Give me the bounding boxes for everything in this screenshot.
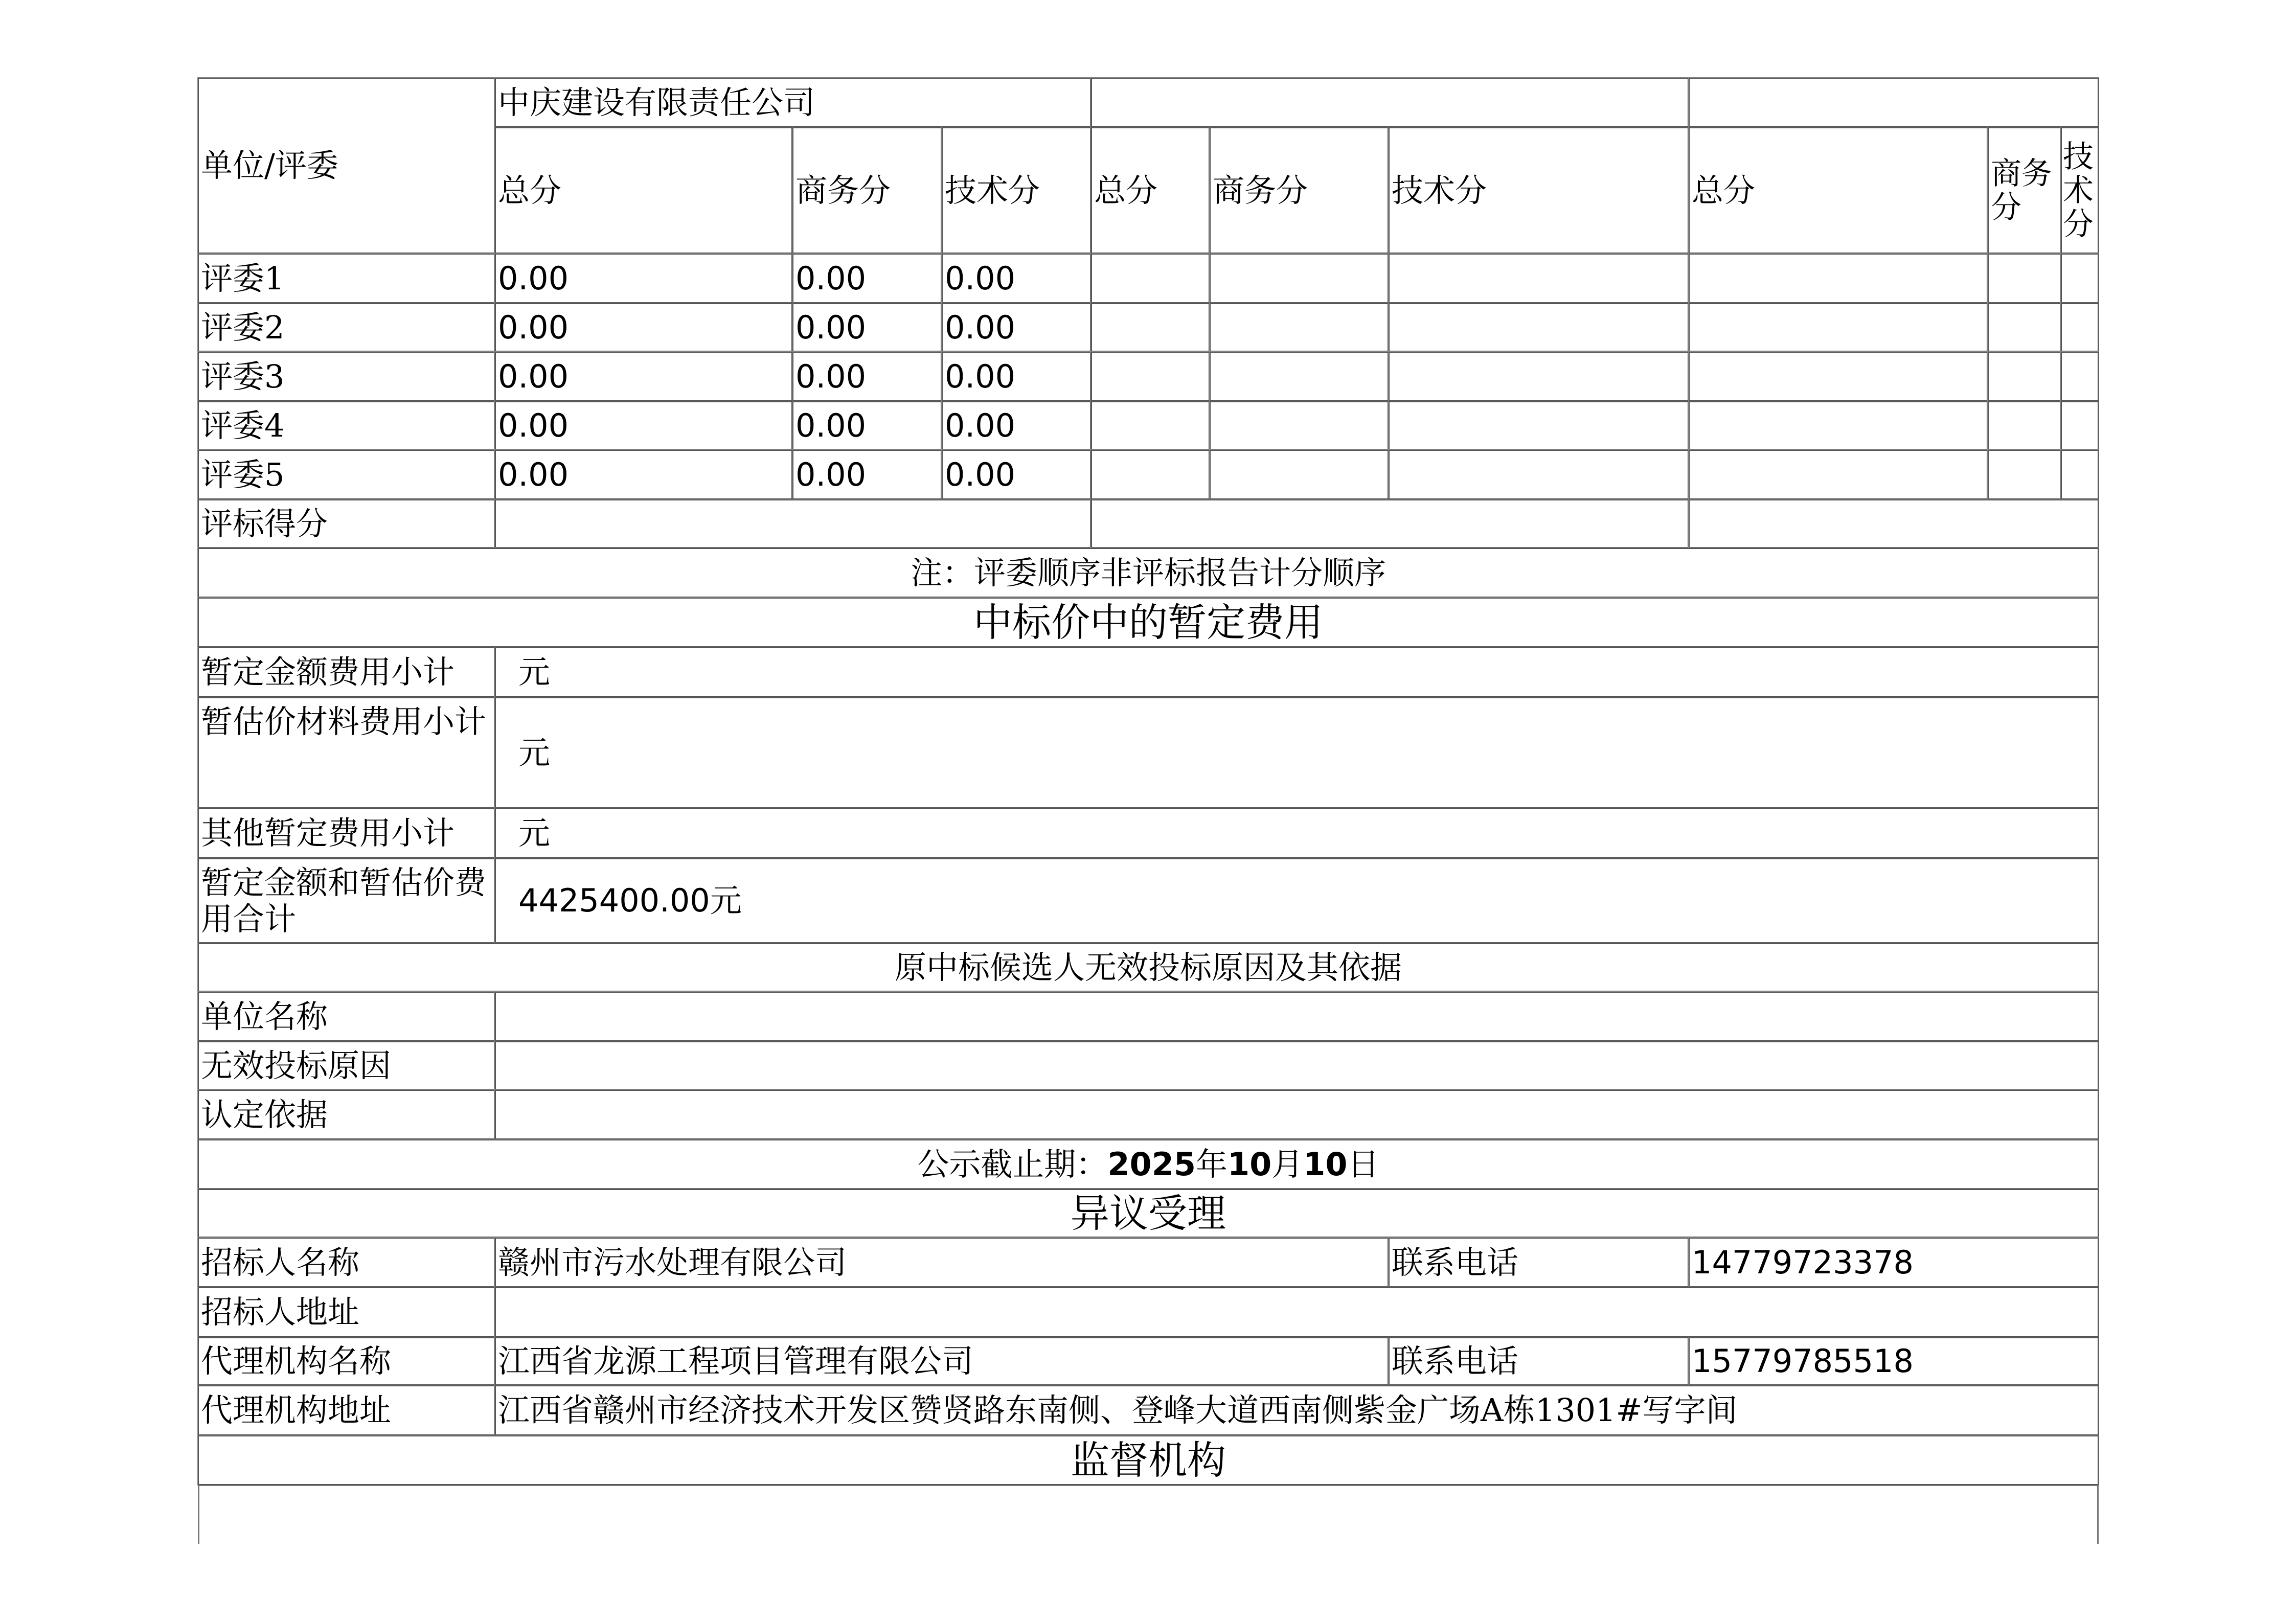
objection-title: 异议受理 <box>1071 1190 1226 1236</box>
score-value: 0.00 <box>945 308 1016 346</box>
score-cell <box>495 254 792 303</box>
provisional-fees-title-row <box>198 598 2099 647</box>
agency-address-cell <box>495 1385 2099 1435</box>
empty-score-cell <box>1689 303 1988 352</box>
deadline-day: 10 <box>1303 1145 1348 1183</box>
score-cell <box>495 352 792 401</box>
empty-score-cell <box>1389 450 1689 499</box>
provisional-fees-title: 中标价中的暂定费用 <box>973 599 1323 645</box>
total-label: 总分 <box>1692 171 1756 209</box>
empty-score-cell <box>1689 450 1988 499</box>
total-label: 总分 <box>498 171 562 209</box>
judge-label: 评委1 <box>201 259 285 297</box>
empty-score-cell <box>1389 303 1689 352</box>
fee-value: 元 <box>518 814 551 852</box>
empty-score-cell <box>1389 352 1689 401</box>
judge-label-cell <box>198 303 495 352</box>
score-value: 0.00 <box>945 357 1016 395</box>
invalid-label-cell <box>198 992 495 1041</box>
fee-total-value-cell <box>495 858 2099 943</box>
score-cell <box>942 303 1091 352</box>
final-score-label: 评标得分 <box>201 505 328 542</box>
agency-phone-cell <box>1689 1337 2099 1385</box>
score-cell <box>942 352 1091 401</box>
score-value: 0.00 <box>795 357 867 395</box>
agency-address: 江西省赣州市经济技术开发区赞贤路东南侧、登峰大道西南侧紫金广场A栋1301#写字间 <box>498 1391 1738 1429</box>
empty-score-cell <box>1389 401 1689 450</box>
company-1-name: 中庆建设有限责任公司 <box>498 83 815 121</box>
score-cell <box>495 450 792 499</box>
tenderer-name: 赣州市污水处理有限公司 <box>498 1243 847 1281</box>
empty-score-cell <box>1988 450 2061 499</box>
fee-total-value: 4425400.00元 <box>518 882 742 920</box>
supervision-title: 监督机构 <box>1071 1437 1226 1483</box>
empty-score-cell <box>1689 352 1988 401</box>
invalid-label: 认定依据 <box>201 1095 328 1133</box>
empty-score-cell <box>1210 254 1389 303</box>
score-value: 0.00 <box>498 259 569 297</box>
judge-label-cell <box>198 450 495 499</box>
deadline-label: 公示截止期： <box>917 1145 1108 1183</box>
invalid-label-cell <box>198 1090 495 1139</box>
tenderer-name-cell <box>495 1238 1389 1287</box>
deadline-row <box>198 1139 2099 1189</box>
score-cell <box>495 303 792 352</box>
empty-score-cell <box>1389 254 1689 303</box>
empty-score-cell <box>1988 254 2061 303</box>
fee-label: 暂定金额和暂估价费用合计 <box>201 863 487 938</box>
empty-score-cell <box>2061 401 2099 450</box>
empty-score-cell <box>1210 303 1389 352</box>
c2-technical-header <box>1389 127 1689 254</box>
score-value: 0.00 <box>498 308 569 346</box>
tenderer-address-label-cell <box>198 1287 495 1337</box>
empty-score-cell <box>1210 352 1389 401</box>
fee-value: 元 <box>518 734 551 771</box>
judge-label-cell <box>198 254 495 303</box>
empty-score-cell <box>1210 401 1389 450</box>
score-cell <box>942 401 1091 450</box>
fee-value-cell <box>495 697 2099 808</box>
agency-address-label: 代理机构地址 <box>201 1391 392 1429</box>
company-1-header <box>495 78 1091 127</box>
fee-label: 暂估价材料费用小计 <box>201 703 487 740</box>
technical-label: 技术分 <box>945 171 1040 209</box>
company-2-header <box>1091 78 1689 127</box>
invalid-value-cell <box>495 1041 2099 1090</box>
agency-name-label-cell <box>198 1337 495 1385</box>
tenderer-name-label-cell <box>198 1238 495 1287</box>
tenderer-name-label: 招标人名称 <box>201 1243 360 1281</box>
final-score-label-cell <box>198 499 495 548</box>
c3-total-header <box>1689 127 1988 254</box>
note-text: 注：评委顺序非评标报告计分顺序 <box>910 554 1386 591</box>
empty-score-cell <box>2061 352 2099 401</box>
empty-score-cell <box>1988 352 2061 401</box>
tenderer-phone-label: 联系电话 <box>1392 1243 1519 1281</box>
corner-header-cell <box>198 78 495 254</box>
empty-score-cell <box>2061 254 2099 303</box>
judge-label: 评委3 <box>201 357 285 395</box>
note-row <box>198 548 2099 598</box>
fee-label-cell <box>198 697 495 808</box>
agency-name: 江西省龙源工程项目管理有限公司 <box>498 1342 974 1380</box>
empty-score-cell <box>1091 303 1210 352</box>
score-value: 0.00 <box>795 259 867 297</box>
agency-name-cell <box>495 1337 1389 1385</box>
empty-score-cell <box>1988 401 2061 450</box>
technical-label: 技术分 <box>2063 139 2094 242</box>
invalid-bid-title-row <box>198 943 2099 992</box>
fee-label-cell <box>198 647 495 697</box>
agency-phone-label-cell <box>1389 1337 1689 1385</box>
tenderer-phone-cell <box>1689 1238 2099 1287</box>
agency-address-label-cell <box>198 1385 495 1435</box>
supervision-content-cell <box>198 1485 2099 1544</box>
agency-phone: 15779785518 <box>1692 1342 1914 1380</box>
empty-score-cell <box>1988 303 2061 352</box>
fee-label-cell <box>198 808 495 858</box>
invalid-value-cell <box>495 992 2099 1041</box>
judge-label: 评委5 <box>201 455 285 493</box>
objection-title-row <box>198 1189 2099 1238</box>
score-value: 0.00 <box>795 308 867 346</box>
fee-value-cell <box>495 808 2099 858</box>
judge-label-cell <box>198 352 495 401</box>
c1-business-header <box>792 127 942 254</box>
score-cell <box>792 254 942 303</box>
invalid-label: 单位名称 <box>201 997 328 1035</box>
deadline-day-unit: 日 <box>1347 1145 1379 1183</box>
deadline-month-unit: 月 <box>1271 1145 1304 1183</box>
tenderer-phone: 14779723378 <box>1692 1243 1914 1281</box>
c3-business-header <box>1988 127 2061 254</box>
total-label: 总分 <box>1094 171 1158 209</box>
tenderer-address-cell <box>495 1287 2099 1337</box>
score-cell <box>942 450 1091 499</box>
invalid-value-cell <box>495 1090 2099 1139</box>
judge-label: 评委2 <box>201 308 285 346</box>
c2-business-header <box>1210 127 1389 254</box>
empty-score-cell <box>1091 450 1210 499</box>
fee-value-cell <box>495 647 2099 697</box>
fee-label-cell <box>198 858 495 943</box>
score-value: 0.00 <box>945 259 1016 297</box>
corner-label: 单位/评委 <box>201 147 338 185</box>
score-value: 0.00 <box>945 406 1016 444</box>
score-value: 0.00 <box>795 455 867 493</box>
business-label: 商务分 <box>795 171 891 209</box>
fee-label: 其他暂定费用小计 <box>201 814 455 852</box>
judge-label: 评委4 <box>201 406 285 444</box>
agency-name-label: 代理机构名称 <box>201 1342 392 1380</box>
deadline-year: 2025 <box>1107 1145 1196 1183</box>
empty-score-cell <box>1091 352 1210 401</box>
tenderer-phone-label-cell <box>1389 1238 1689 1287</box>
empty-score-cell <box>1689 401 1988 450</box>
invalid-label-cell <box>198 1041 495 1090</box>
agency-phone-label: 联系电话 <box>1392 1342 1519 1380</box>
fee-value: 元 <box>518 653 551 691</box>
technical-label: 技术分 <box>1392 171 1487 209</box>
empty-score-cell <box>2061 303 2099 352</box>
score-value: 0.00 <box>498 357 569 395</box>
score-cell <box>495 401 792 450</box>
fee-label: 暂定金额费用小计 <box>201 653 455 691</box>
score-cell <box>792 450 942 499</box>
company-3-header <box>1689 78 2099 127</box>
score-cell <box>942 254 1091 303</box>
final-score-c2 <box>1091 499 1689 548</box>
final-score-c3 <box>1689 499 2099 548</box>
score-cell <box>792 303 942 352</box>
score-cell <box>792 352 942 401</box>
invalid-bid-title: 原中标候选人无效投标原因及其依据 <box>894 948 1402 986</box>
score-cell <box>792 401 942 450</box>
empty-score-cell <box>2061 450 2099 499</box>
judge-label-cell <box>198 401 495 450</box>
c3-technical-header <box>2061 127 2099 254</box>
business-label: 商务分 <box>1991 155 2052 225</box>
c1-total-header <box>495 127 792 254</box>
supervision-title-row <box>198 1435 2099 1485</box>
score-value: 0.00 <box>498 455 569 493</box>
deadline-year-unit: 年 <box>1195 1145 1227 1183</box>
tenderer-address-label: 招标人地址 <box>201 1293 360 1331</box>
deadline-month: 10 <box>1227 1145 1272 1183</box>
business-label: 商务分 <box>1213 171 1308 209</box>
empty-score-cell <box>1091 401 1210 450</box>
empty-score-cell <box>1210 450 1389 499</box>
score-value: 0.00 <box>498 406 569 444</box>
score-value: 0.00 <box>945 455 1016 493</box>
empty-score-cell <box>1689 254 1988 303</box>
score-value: 0.00 <box>795 406 867 444</box>
invalid-label: 无效投标原因 <box>201 1046 392 1084</box>
c2-total-header <box>1091 127 1210 254</box>
final-score-c1 <box>495 499 1091 548</box>
empty-score-cell <box>1091 254 1210 303</box>
c1-technical-header <box>942 127 1091 254</box>
